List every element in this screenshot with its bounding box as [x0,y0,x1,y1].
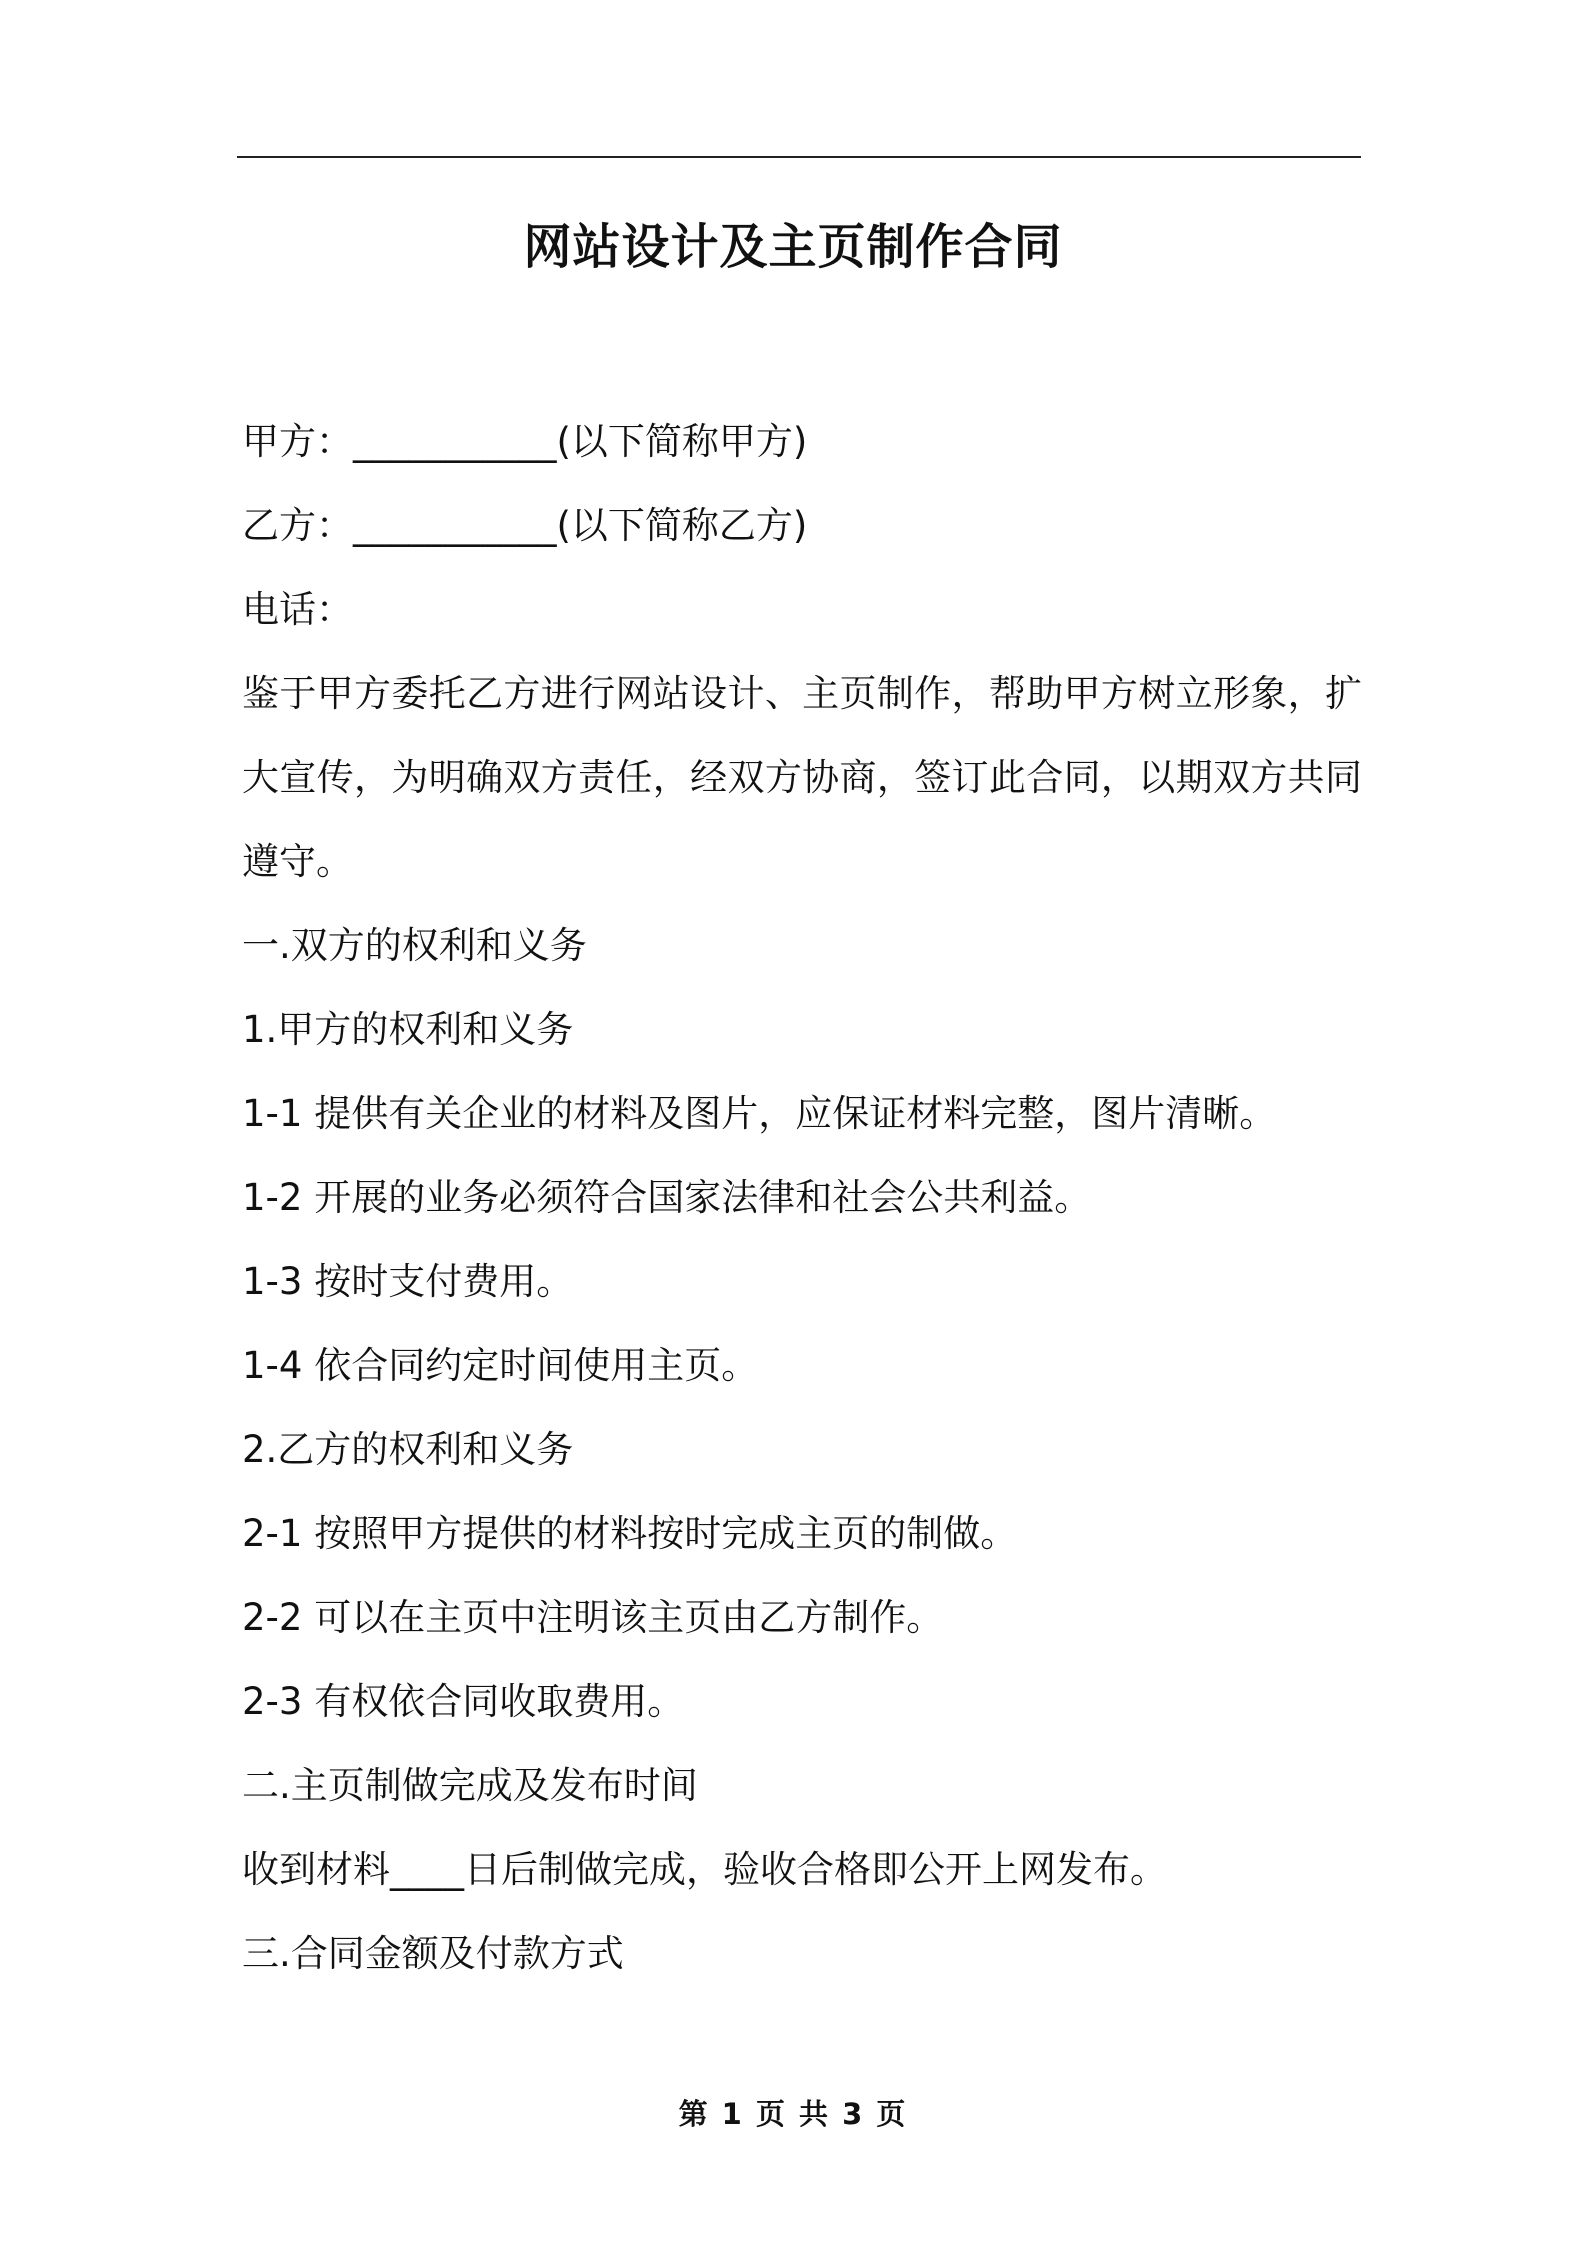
clause-item: 1-3 按时支付费用。 [242,1260,574,1303]
clause-item: 1-1 提供有关企业的材料及图片，应保证材料完整，图片清晰。 [242,1092,1277,1135]
page-number: 第 1 页 共 3 页 [678,2097,908,2131]
subsection-heading: 2.乙方的权利和义务 [242,1428,574,1471]
party-a-line: 甲方：___________(以下简称甲方) [242,420,808,463]
preamble-paragraph: 鉴于甲方委托乙方进行网站设计、主页制作，帮助甲方树立形象，扩大宣传，为明确双方责任，经双方协商，签订此合同，以期双方共同遵守。 [242,672,1362,883]
header-rule [237,156,1361,158]
clause-item: 2-1 按照甲方提供的材料按时完成主页的制做。 [242,1512,1018,1555]
subsection-heading: 1.甲方的权利和义务 [242,1008,574,1051]
clause-item: 1-4 依合同约定时间使用主页。 [242,1344,759,1387]
section-heading: 一.双方的权利和义务 [242,924,587,967]
party-b-line: 乙方：___________(以下简称乙方) [242,504,808,547]
clause-item: 2-2 可以在主页中注明该主页由乙方制作。 [242,1596,944,1639]
document-title: 网站设计及主页制作合同 [523,219,1063,275]
clause-item: 1-2 开展的业务必须符合国家法律和社会公共利益。 [242,1176,1092,1219]
phone-line: 电话： [242,588,353,631]
document-body [242,400,1362,1996]
clause-item: 收到材料____日后制做完成，验收合格即公开上网发布。 [242,1848,1167,1891]
section-heading: 二.主页制做完成及发布时间 [242,1764,698,1807]
clause-item: 2-3 有权依合同收取费用。 [242,1680,685,1723]
section-heading: 三.合同金额及付款方式 [242,1932,624,1975]
